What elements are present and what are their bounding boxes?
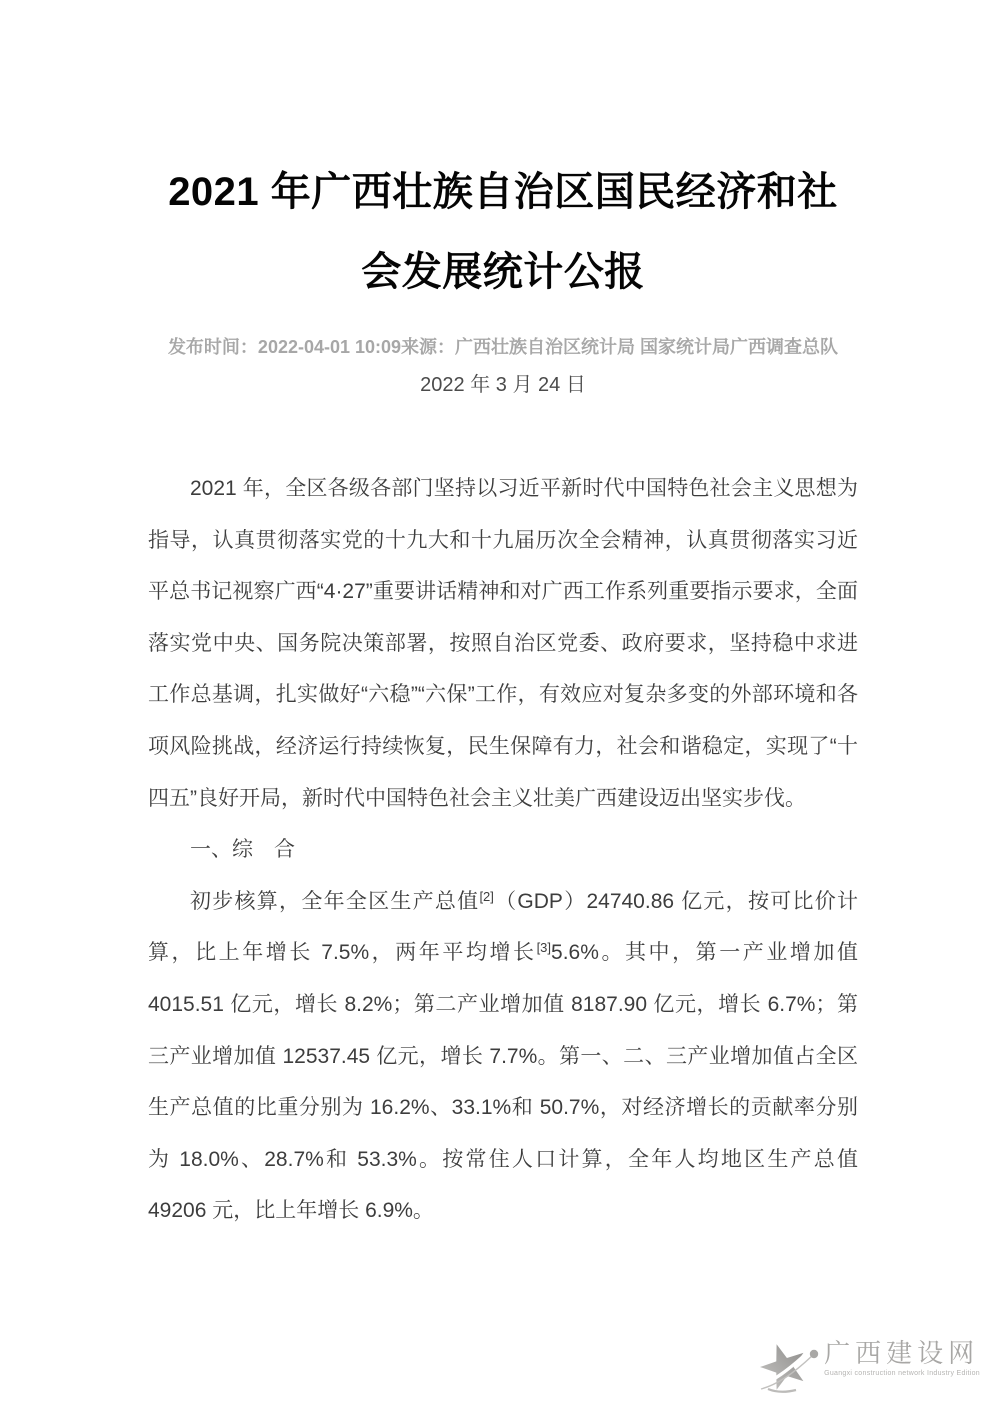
overview-text-2: （GDP）24740.86 亿元，按可比价计算，比上年增长 7.5%，两年平均增长 — [148, 889, 859, 965]
watermark-site-name: 广西建设网 — [824, 1339, 980, 1368]
watermark-text — [824, 1339, 980, 1378]
overview-text-3: 5.6%。其中，第一产业增加值 4015.51 亿元，增长 8.2%；第二产业增加值 8187.90 亿元，增长 6.7%；第三产业增加值 12537.45 亿元，增长 7.7%。第一、二、三产业增加值占全区生产总值的比重分别为 16.2%、33.1%和 50.7%，对经济增长的贡献率分别为 18.0%、28.7%和 53.3%。按常住人口计算，全年人均地区生产总值 49206 元，比上年增长 6.9%。 — [148, 941, 858, 1223]
publish-date: 2022 年 3 月 24 日 — [420, 374, 586, 396]
overview-paragraph — [148, 876, 858, 1237]
watermark-tagline: Guangxi construction network Industry Edition — [824, 1370, 980, 1377]
overview-text-1: 初步核算，全年全区生产总值 — [190, 889, 480, 913]
page-title: 2021 年广西壮族自治区国民经济和社会发展统计公报 — [168, 170, 838, 294]
logo-script-squiggle — [768, 1389, 796, 1392]
star-logo-icon — [756, 1341, 820, 1395]
document-body — [148, 463, 858, 1237]
section-heading: 一、综 合 — [190, 838, 295, 862]
footnote-ref-2: [2] — [479, 888, 494, 904]
logo-dot — [810, 1350, 818, 1358]
site-watermark — [756, 1339, 980, 1395]
intro-paragraph: 2021 年，全区各级各部门坚持以习近平新时代中国特色社会主义思想为指导，认真贯彻落实党的十九大和十九届历次全会精神，认真贯彻落实习近平总书记视察广西“4·27”重要讲话精神和对广西工作系列重要指示要求，全面落实党中央、国务院决策部署，按照自治区党委、政府要求，坚持稳中求进工作总基调，扎实做好“六稳”“六保”工作，有效应对复杂多变的外部环境和各项风险挑战，经济运行持续恢复，民生保障有力，社会和谐稳定，实现了“十四五”良好开局，新时代中国特色社会主义壮美广西建设迈出坚实步伐。 — [148, 477, 858, 810]
document-content — [148, 0, 858, 1237]
footnote-ref-3: [3] — [536, 940, 552, 956]
publish-meta: 发布时间：2022-04-01 10:09来源：广西壮族自治区统计局 国家统计局广西调查总队 — [167, 337, 839, 357]
